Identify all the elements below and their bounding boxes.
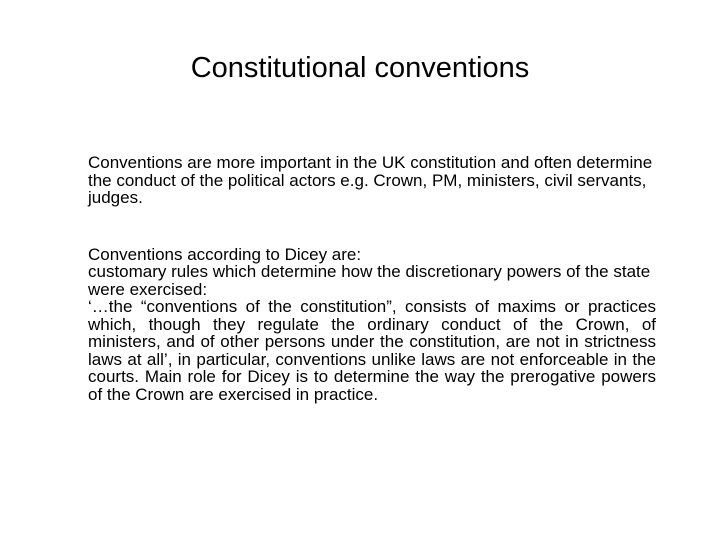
slide-title: Constitutional conventions: [190, 52, 530, 84]
dicey-lead-text: Conventions according to Dicey are:: [88, 244, 362, 264]
paragraph-conventions-importance: Conventions are more important in the UK constitution and often determine the conduct of the political actors e.g. Crown, PM, ministers, civil servants, judges.: [88, 153, 653, 207]
dicey-definition-text: customary rules which determine how the discretionary powers of the state were exercised:: [88, 262, 651, 299]
slide-body: [88, 154, 656, 403]
dicey-quote-text: ‘…the “conventions of the constitution”, consists of maxims or practices which, though they regulate the ordinary conduct of the Crown, of ministers, and of other persons under the constitution, are not in strictness laws at all’, in particular, conventions unlike laws are not enforceable in the courts. Main role for Dicey is to determine the way the prerogative powers of the Crown are exercised in practice.: [88, 297, 656, 404]
paragraph-dicey-conventions: [88, 246, 656, 404]
